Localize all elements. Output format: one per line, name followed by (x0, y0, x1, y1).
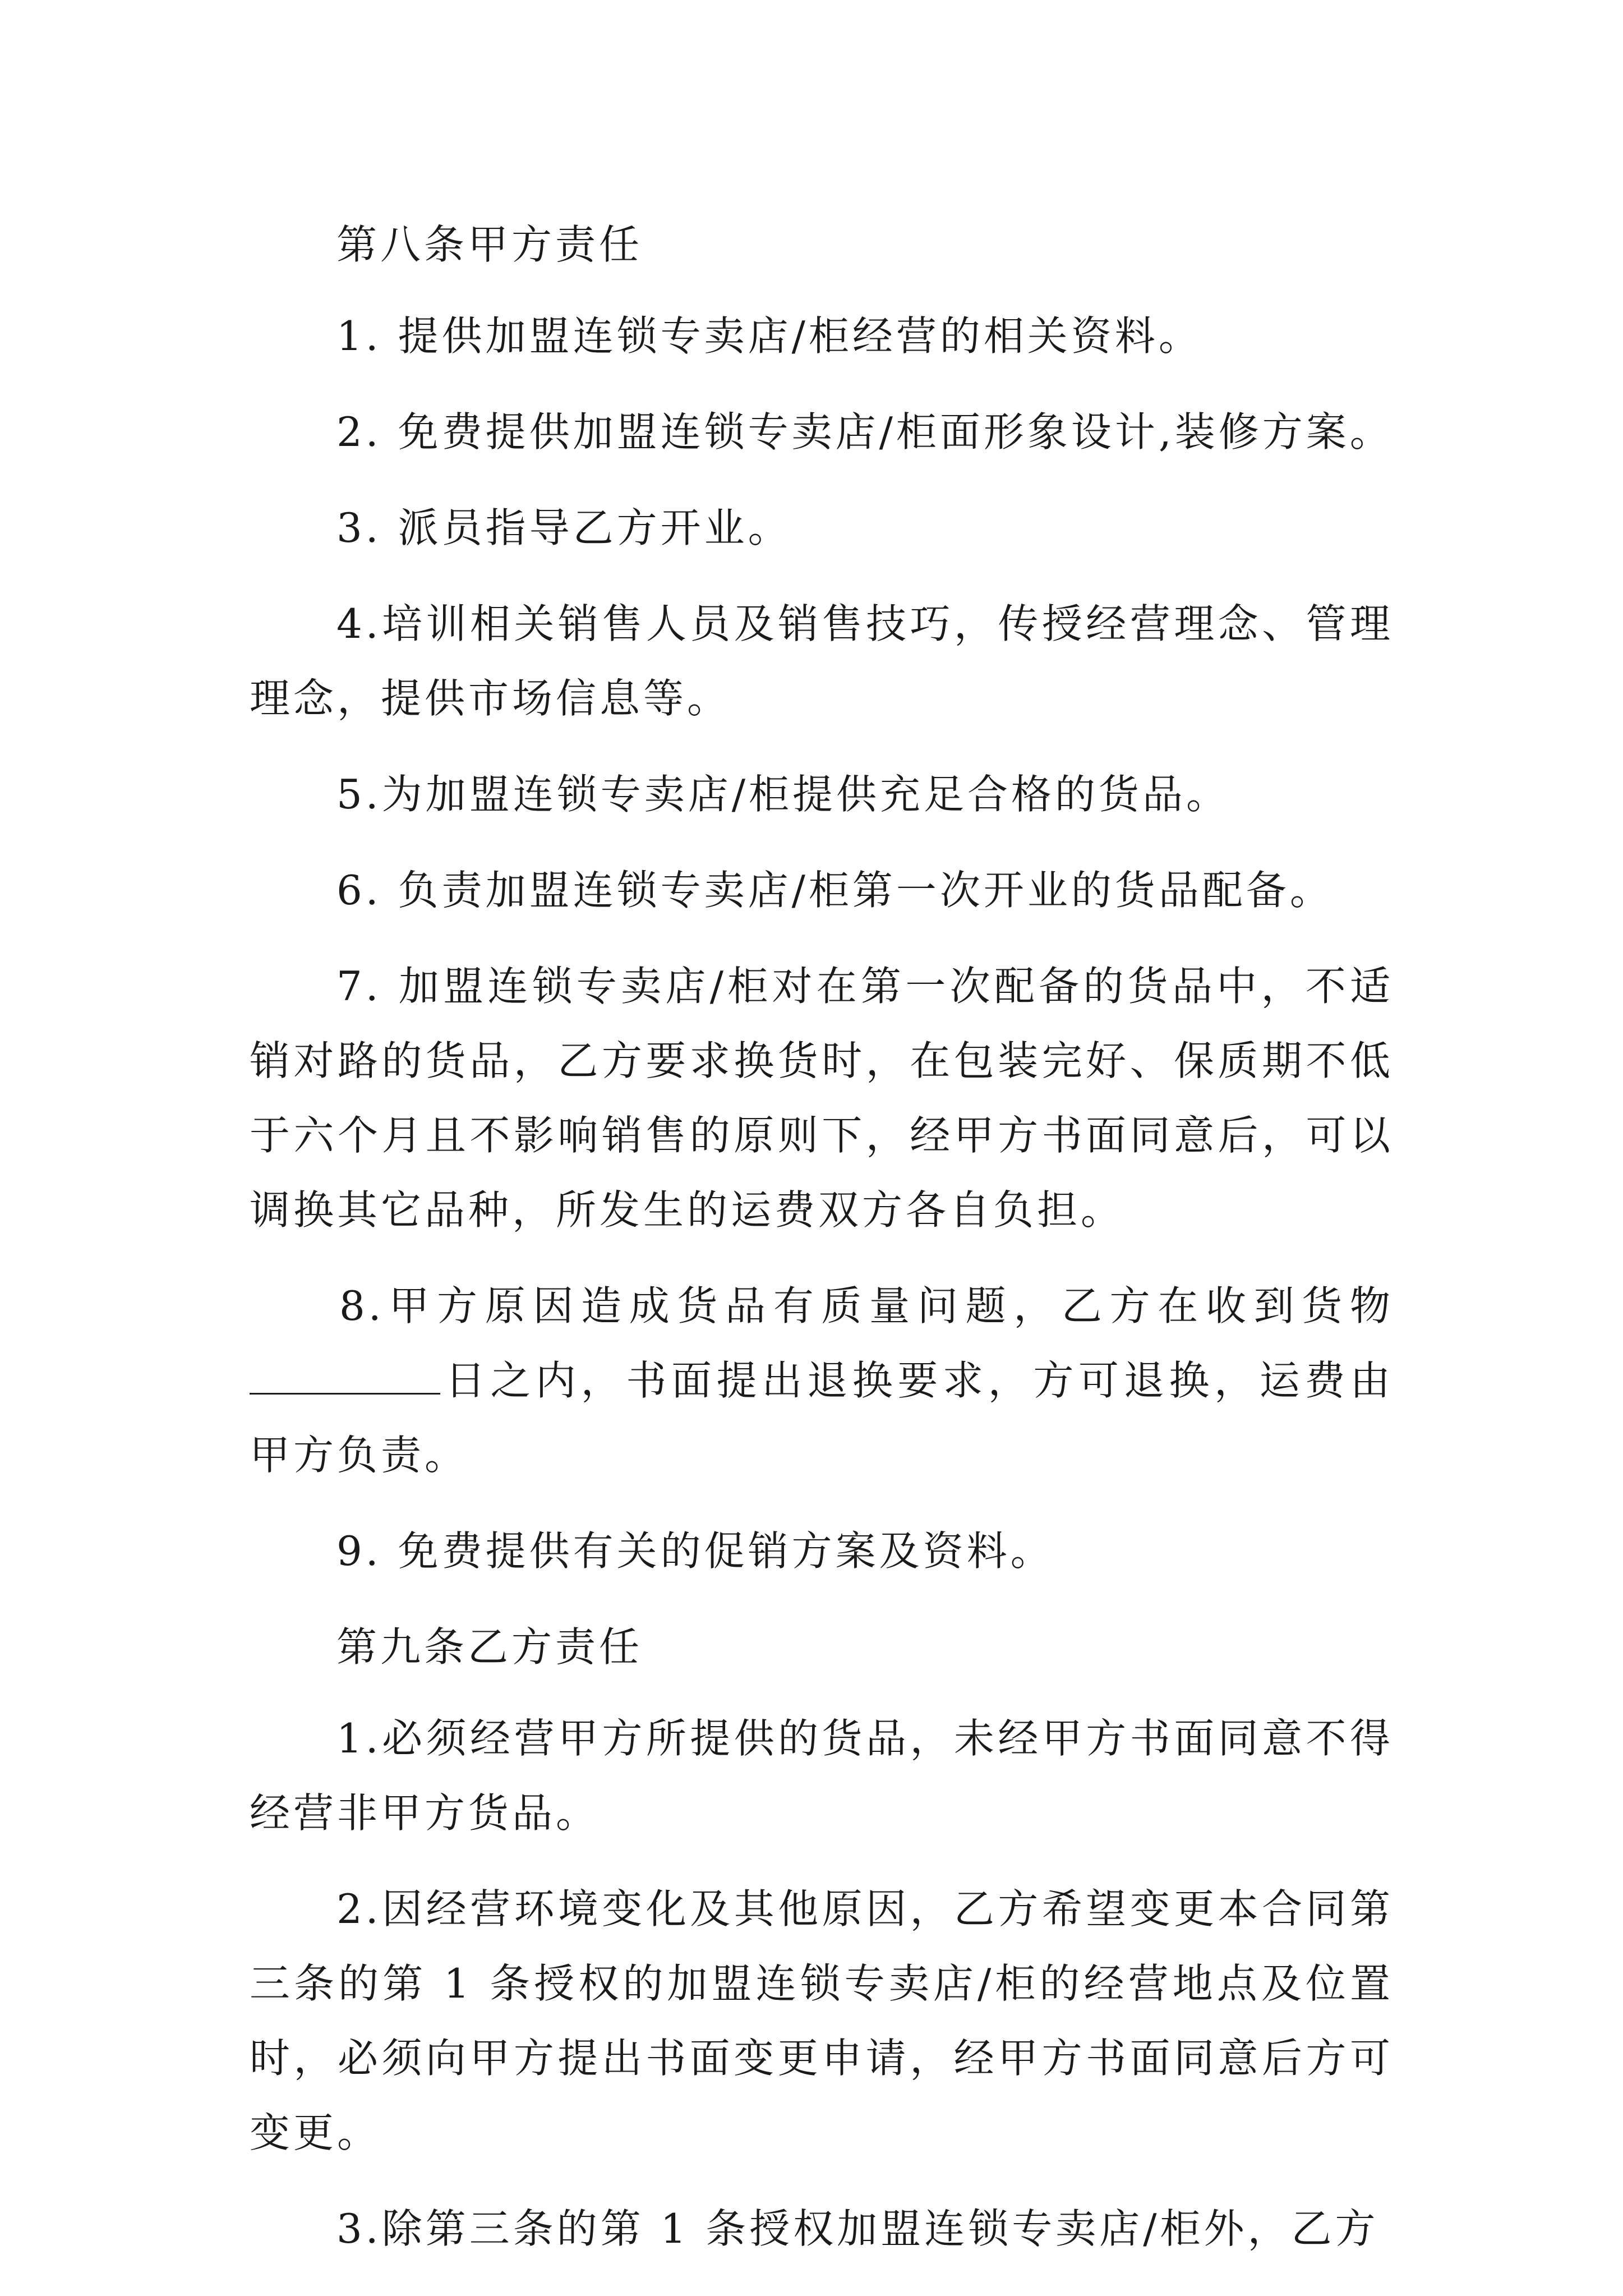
article-8-item-9: 9. 免费提供有关的促销方案及资料。 (336, 1527, 1054, 1575)
article-9-item-1: 1.必须经营甲方所提供的货品，未经甲方书面同意不得经营非甲方货品。 (250, 1715, 1394, 1837)
article-8-item-1: 1. 提供加盟连锁专卖店/柜经营的相关资料。 (336, 312, 1202, 360)
fill-in-blank-days (250, 1363, 440, 1395)
article-9-heading: 第九条乙方责任 (336, 1623, 643, 1671)
article-8-heading: 第八条甲方责任 (336, 221, 643, 268)
document-page (250, 208, 1394, 2288)
article-8-item-7: 7. 加盟连锁专卖店/柜对在第一次配备的货品中，不适销对路的货品，乙方要求换货时，在包装完好、保质期不低于六个月且不影响销售的原则下，经甲方书面同意后，可以调换其它品种，所发生的运费双方各自负担。 (250, 963, 1394, 1234)
article-8-item-5: 5.为加盟连锁专卖店/柜提供充足合格的货品。 (336, 771, 1230, 818)
article-8-item-6: 6. 负责加盟连锁专卖店/柜第一次开业的货品配备。 (336, 867, 1334, 914)
article-8-item-8-text-before: 8.甲方原因造成货品有质量问题，乙方在收到货物 (339, 1282, 1394, 1329)
article-9-item-2: 2.因经营环境变化及其他原因，乙方希望变更本合同第三条的第 1 条授权的加盟连锁专卖店/柜的经营地点及位置时，必须向甲方提出书面变更申请，经甲方书面同意后方可变更。 (250, 1885, 1394, 2156)
article-8-item-2: 2. 免费提供加盟连锁专卖店/柜面形象设计,装修方案。 (336, 408, 1394, 455)
article-8-item-8-text-after: 日之内，书面提出退换要求，方可退换，运费由甲方负责。 (250, 1357, 1394, 1479)
article-8-item-8 (250, 1269, 1394, 1493)
article-9-item-3: 3.除第三条的第 1 条授权加盟连锁专卖店/柜外，乙方 (336, 2205, 1379, 2252)
article-8-item-4: 4.培训相关销售人员及销售技巧，传授经营理念、管理理念，提供市场信息等。 (250, 600, 1394, 722)
article-8-item-3: 3. 派员指导乙方开业。 (336, 504, 792, 551)
